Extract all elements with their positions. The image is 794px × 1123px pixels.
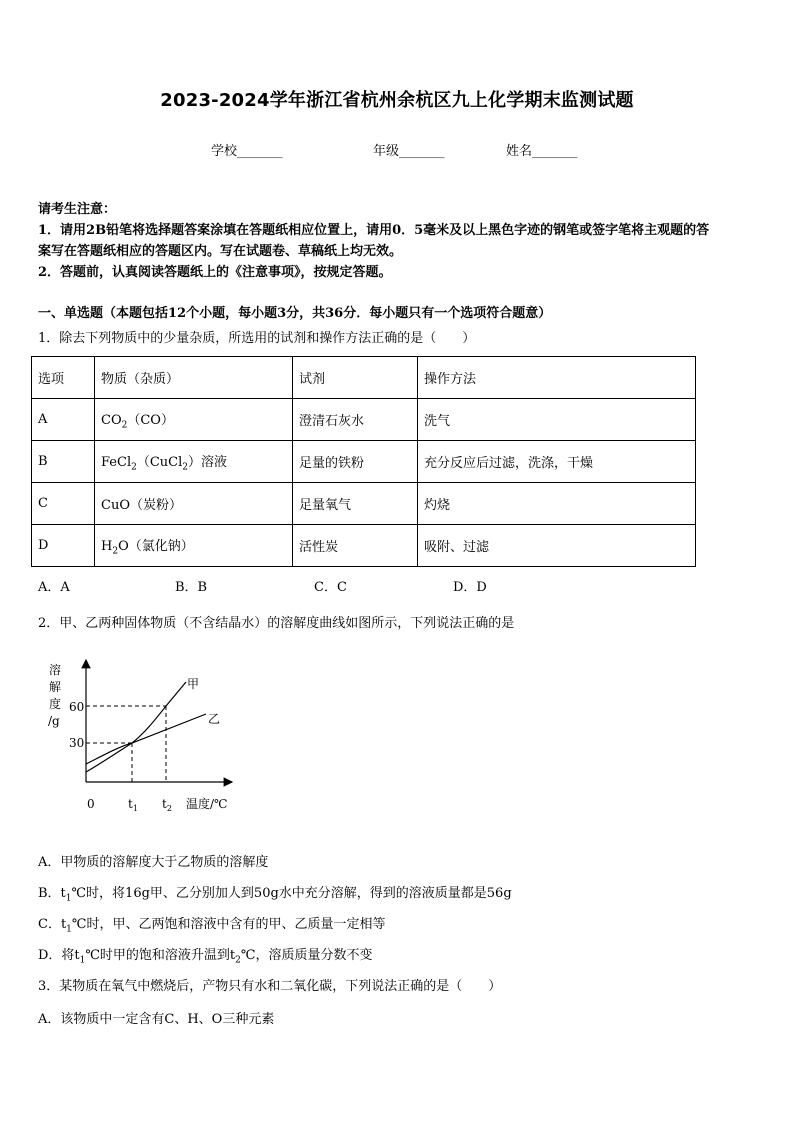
question-1-table [31,356,696,567]
q2-option-c[interactable]: C．$t_1℃$时，甲、乙两饱和溶液中含有的甲、乙质量一定相等 [38,917,386,935]
table-row [32,525,696,567]
section-heading: 一、单选题（本题包括12个小题，每小题3分，共36分．每小题只有一个选项符合题意） [38,306,552,321]
table-header: 试剂 [293,357,418,399]
question-2-stem: 2．甲、乙两种固体物质（不含结晶水）的溶解度曲线如图所示，下列说法正确的是 [38,616,515,631]
school-field[interactable]: 学校_______ [211,144,283,159]
table-header: 物质（杂质） [95,357,293,399]
grade-field[interactable]: 年级_______ [373,144,445,159]
table-header: 选项 [32,357,95,399]
name-field[interactable]: 姓名_______ [506,144,578,159]
y-tick-label-60: 60 [69,700,85,714]
table-cell: A [32,399,95,441]
q3-option-a[interactable]: A．该物质中一定含有C、H、O三种元素 [38,1012,275,1027]
table-cell: B [32,441,95,483]
q2-option-d[interactable]: D．将$t_1℃$时甲的饱和溶液升温到$t_2℃$，溶质质量分数不变 [38,948,373,966]
y-axis-label: 解 [49,680,62,694]
choice-a[interactable]: A．A [38,580,70,595]
table-cell: CuO（炭粉） [95,483,293,525]
y-axis-label: 溶 [49,663,62,677]
q2-option-b[interactable]: B．$t_1℃$时，将16g甲、乙分别加人到50g水中充分溶解，得到的溶液质量都是56g [38,886,512,904]
choice-b[interactable]: B．B [175,580,208,595]
q2-option-a[interactable]: A．甲物质的溶解度大于乙物质的溶解度 [38,855,269,870]
table-cell: $H_2O$（氯化钠） [95,525,293,567]
table-cell: 吸附、过滤 [418,525,696,567]
table-cell: $CO_2(CO)$ [95,399,293,441]
table-cell: 澄清石灰水 [293,399,418,441]
series-jia-curve [86,682,186,772]
y-axis-label: /g [48,714,60,728]
table-cell: 足量氧气 [293,483,418,525]
series-yi-label: 乙 [208,712,221,726]
choice-d[interactable]: D．D [453,580,487,595]
notice-item-1: 1．请用2B铅笔将选择题答案涂填在答题纸相应位置上，请用0．5毫米及以上黑色字迹的钢笔或签字笔将主观题的答 [38,223,710,238]
y-tick-label-30: 30 [69,736,85,750]
notice-heading: 请考生注意： [38,202,117,217]
notice-item-1-cont: 案写在答题纸相应的答题区内。写在试题卷、草稿纸上均无效。 [38,244,403,259]
y-axis-label: 度 [49,697,62,711]
series-yi-curve [86,714,206,764]
table-cell: 足量的铁粉 [293,441,418,483]
table-header: 操作方法 [418,357,696,399]
table-cell: C [32,483,95,525]
choice-c[interactable]: C．C [314,580,347,595]
series-jia-label: 甲 [187,677,200,691]
table-cell: 充分反应后过滤，洗涤，干燥 [418,441,696,483]
table-cell: 洗气 [418,399,696,441]
question-1-stem: 1．除去下列物质中的少量杂质，所选用的试剂和操作方法正确的是（ ） [38,331,476,346]
x-tick-label-t2: $t_2$ [162,797,172,813]
solubility-chart [40,652,250,822]
x-tick-label-t1: $t_1$ [128,797,138,813]
table-row [32,483,696,525]
table-header-row [32,357,696,399]
table-cell: 灼烧 [418,483,696,525]
notice-item-2: 2．答题前，认真阅读答题纸上的《注意事项》，按规定答题。 [38,265,392,280]
table-cell: FeCl$_2$（CuCl$_2$）溶液 [95,441,293,483]
table-cell: D [32,525,95,567]
table-row [32,441,696,483]
x-axis-label: 温度/℃ [186,797,228,811]
table-cell: 活性炭 [293,525,418,567]
table-row [32,399,696,441]
origin-label: 0 [87,797,95,811]
question-3-stem: 3．某物质在氧气中燃烧后，产物只有水和二氧化碳，下列说法正确的是（ ） [38,979,502,994]
page-title: 2023-2024学年浙江省杭州余杭区九上化学期末监测试题 [160,90,634,111]
